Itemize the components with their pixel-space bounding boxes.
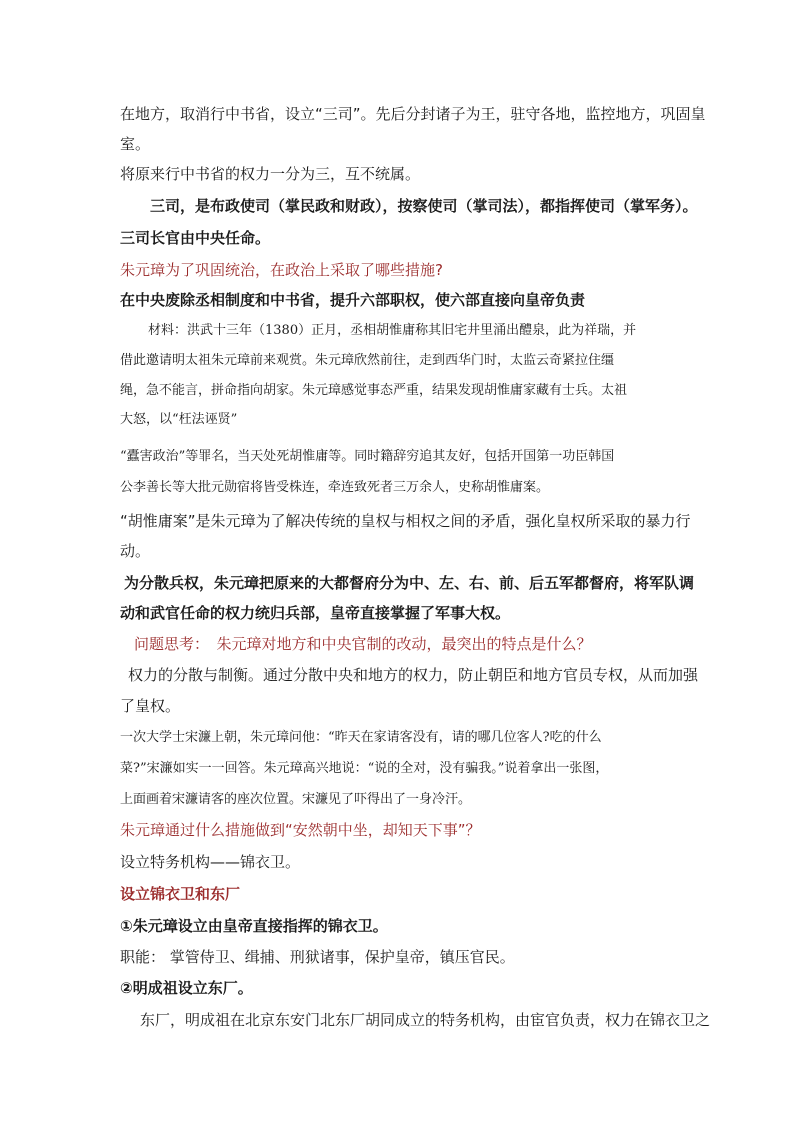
bold-line: ②明成祖设立东厂。: [120, 979, 253, 997]
bold-line: ①朱元璋设立由皇帝直接指挥的锦衣卫。: [120, 917, 388, 935]
bold-line: 动和武官任命的权力统归兵部，皇帝直接掌握了军事大权。: [120, 604, 511, 622]
bold-line: 三司，是布政使司（掌民政和财政），按察使司（掌司法），都指挥使司（掌军务）。: [150, 197, 698, 215]
question-line: 问题思考： 朱元璋对地方和中央官制的改动，最突出的特点是什么？: [134, 635, 592, 653]
paragraph-line: 东厂，明成祖在北京东安门北东厂胡同成立的特务机构，由宦官负责，权力在锦衣卫之: [140, 1011, 711, 1029]
paragraph-line: 职能： 掌管侍卫、缉捕、刑狱诸事，保护皇帝，镇压官民。: [120, 948, 515, 966]
material-line: 绳，急不能言，拼命指向胡家。朱元璋感觉事态严重，结果发现胡惟庸家藏有士兵。太祖: [120, 383, 628, 398]
paragraph-line: “胡惟庸案”是朱元璋为了解决传统的皇权与相权之间的矛盾，强化皇权所采取的暴力行: [120, 512, 691, 530]
material-line: “蠹害政治”等罪名，当天处死胡惟庸等。同时籍辞穷追其友好，包括开国第一功臣韩国: [120, 449, 615, 464]
paragraph-line: 将原来行中书省的权力一分为三，互不统属。: [120, 165, 421, 183]
paragraph-line: 设立特务机构——锦衣卫。: [120, 853, 301, 871]
material-line: 公李善长等大批元勋宿将皆受株连，牵连致死者三万余人，史称胡惟庸案。: [120, 480, 550, 495]
material-line: 菜?”宋濂如实一一回答。朱元璋高兴地说：“说的全对，没有骗我。”说着拿出一张图，: [120, 761, 609, 776]
paragraph-line: 权力的分散与制衡。通过分散中央和地方的权力，防止朝臣和地方官员专权，从而加强: [128, 666, 699, 684]
paragraph-line: 室。: [120, 135, 151, 153]
paragraph-line: 动。: [120, 542, 151, 560]
paragraph-line: 在地方，取消行中书省，设立“三司”。先后分封诸子为王，驻守各地，监控地方，巩固皇: [120, 105, 706, 123]
question-line: 朱元璋通过什么措施做到“安然朝中坐，却知天下事”？: [120, 821, 481, 839]
material-line: 大怒，以“枉法诬贤”: [120, 412, 238, 427]
paragraph-line: 了皇权。: [120, 697, 181, 715]
bold-line: 在中央废除丞相制度和中书省，提升六部职权，使六部直接向皇帝负责: [120, 291, 586, 309]
material-line: 材料：洪武十三年（1380）正月，丞相胡惟庸称其旧宅井里涌出醴泉，此为祥瑞，并: [148, 323, 637, 338]
material-line: 一次大学士宋濂上朝，朱元璋问他：“昨天在家请客没有，请的哪几位客人?吃的什么: [120, 730, 602, 745]
question-line: 朱元璋为了巩固统治，在政治上采取了哪些措施?: [120, 261, 443, 279]
material-line: 上面画着宋濂请客的座次位置。宋濂见了吓得出了一身冷汗。: [120, 792, 472, 807]
material-line: 借此邀请明太祖朱元璋前来观赏。朱元璋欣然前往，走到西华门时，太监云奇紧拉住缰: [120, 353, 615, 368]
bold-line: 为分散兵权，朱元璋把原来的大都督府分为中、左、右、前、后五军都督府，将军队调: [124, 574, 695, 592]
section-heading: 设立锦衣卫和东厂: [120, 885, 241, 903]
bold-line: 三司长官由中央任命。: [120, 229, 271, 247]
